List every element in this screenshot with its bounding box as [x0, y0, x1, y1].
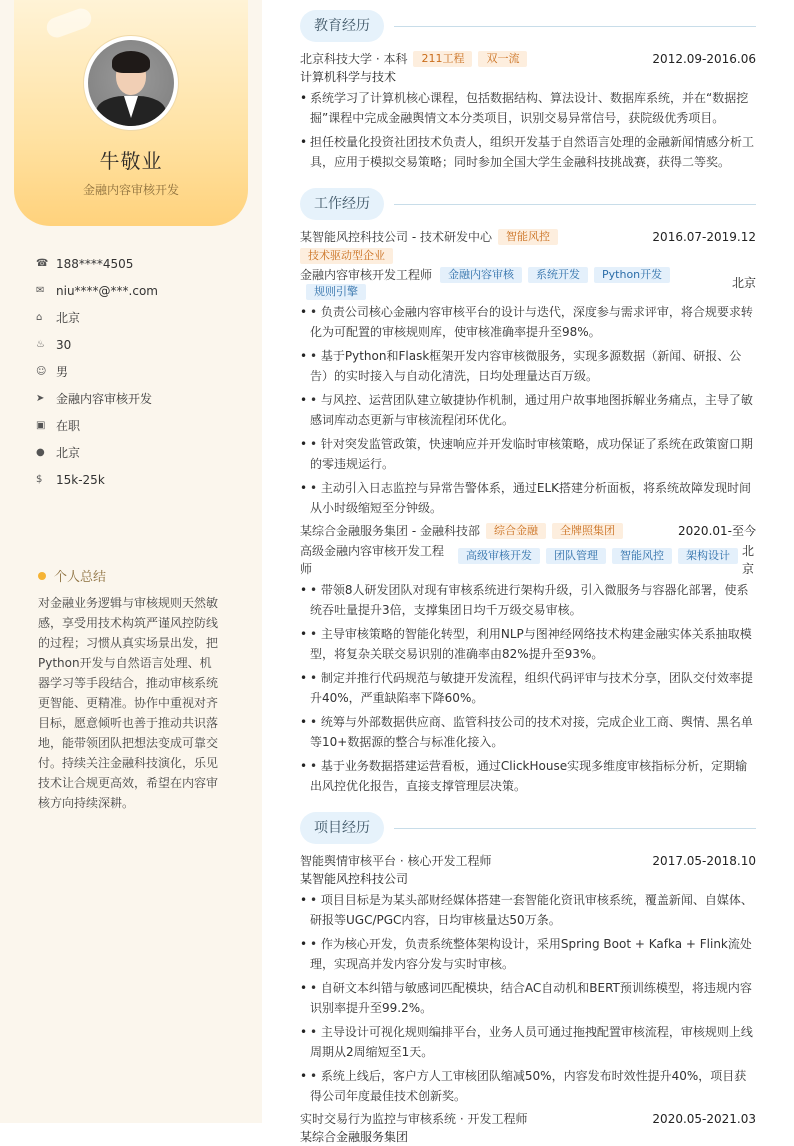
project-org: 某综合金融服务集团 [300, 1130, 409, 1144]
contact-info-item [36, 304, 246, 331]
tag: 双一流 [478, 51, 527, 67]
contact-info-item [36, 277, 246, 304]
tag: 全牌照集团 [552, 523, 623, 539]
contact-info-text: 金融内容审核开发 [56, 392, 153, 406]
contact-info-text: 在职 [56, 419, 81, 433]
gender-icon: ☺ [36, 366, 47, 377]
avatar-hair [112, 51, 150, 73]
section-header-education [300, 10, 756, 42]
position-title: 高级金融内容审核开发工程师 [300, 544, 445, 576]
skill-tag: 系统开发 [528, 267, 588, 283]
avatar-frame [84, 36, 178, 130]
contact-info-item [36, 250, 246, 277]
list-item: • • 负责公司核心金融内容审核平台的设计与迭代，深度参与需求评审，将合规要求转化为可配置的审核规则库，使审核准确率提升至98%。 [300, 302, 756, 342]
list-item: • • 与风控、运营团队建立敏捷协作机制，通过用户故事地图拆解业务痛点，主导了敏感词库动态更新与审核流程闭环优化。 [300, 390, 756, 430]
section-title: 项目经历 [300, 812, 384, 844]
section-header-work [300, 188, 756, 220]
skill-tag: 高级审核开发 [458, 548, 540, 564]
decorative-pill [44, 6, 94, 41]
contact-info-text: 30 [56, 337, 72, 352]
section-divider [394, 828, 756, 829]
list-item: • • 带领8人研发团队对现有审核系统进行架构升级，引入微服务与容器化部署，使系统吞吐量提升3倍，支撑集团日均千万级交易审核。 [300, 580, 756, 620]
contact-info-item [36, 439, 246, 466]
skill-tag: 规则引擎 [306, 284, 366, 300]
section-divider [394, 26, 756, 27]
list-item: • 担任校量化投资社团技术负责人，组织开发基于自然语言处理的金融新闻情感分析工具，应用于模拟交易策略；同时参加全国大学生金融科技挑战赛，获得二等奖。 [300, 132, 756, 172]
job-header [300, 522, 756, 540]
project-header [300, 1110, 756, 1128]
contact-info-item [36, 358, 246, 385]
contact-info-item [36, 466, 246, 493]
project-name: 智能舆情审核平台 · 核心开发工程师 [300, 854, 492, 868]
contact-info-item [36, 412, 246, 439]
profile-role: 金融内容审核开发 [82, 183, 179, 197]
briefcase-icon: ▣ [36, 420, 46, 431]
major: 计算机科学与技术 [300, 70, 397, 84]
bullet-dot-icon [38, 572, 46, 580]
list-item: • 系统学习了计算机核心课程，包括数据结构、算法设计、数据库系统，并在“数据挖掘”课程中完成金融舆情文本分类项目，识别交易异常信号，获院级优秀项目。 [300, 88, 756, 128]
date-range: 2020.05-2021.03 [652, 1112, 756, 1126]
school-name: 北京科技大学 · 本科 [300, 52, 408, 66]
list-item: • • 项目目标是为某头部财经媒体搭建一套智能化资讯审核系统，覆盖新闻、自媒体、研报等UGC/PGC内容，日均审核量达50万条。 [300, 890, 756, 930]
list-item: • • 主导审核策略的智能化转型，利用NLP与图神经网络技术构建金融实体关系抽取模型，将复杂关联交易识别的准确率由82%提升至93%。 [300, 624, 756, 664]
section-title: 教育经历 [300, 10, 384, 42]
project-name: 实时交易行为监控与审核系统 · 开发工程师 [300, 1112, 528, 1126]
contact-info-text: 15k-25k [56, 472, 105, 487]
education-row [300, 50, 756, 68]
cake-icon: ♨ [36, 339, 45, 350]
profile-name: 牛敬业 [99, 149, 163, 173]
list-item: • • 自研文本纠错与敏感词匹配模块，结合AC自动机和BERT预训练模型，将违规内容识别率提升至99.2%。 [300, 978, 756, 1018]
project-bullets [300, 890, 756, 1106]
tag: 211工程 [413, 51, 472, 67]
job-location: 北京 [731, 276, 756, 290]
date-range: 2017.05-2018.10 [652, 854, 756, 868]
contact-info-text: 北京 [56, 311, 81, 325]
project-org: 某智能风控科技公司 [300, 872, 409, 886]
job-header [300, 228, 756, 246]
location-pin-icon: ● [36, 447, 45, 458]
tag: 智能风控 [498, 229, 558, 245]
contact-info-list [36, 250, 246, 493]
contact-info-text: 男 [56, 365, 69, 379]
home-icon: ⌂ [36, 312, 43, 323]
skill-tag: Python开发 [594, 267, 670, 283]
job-position-row [300, 542, 756, 578]
skill-tag: 金融内容审核 [440, 267, 522, 283]
project-header [300, 852, 756, 870]
position-title: 金融内容审核开发工程师 [300, 268, 433, 282]
skill-tag: 架构设计 [678, 548, 738, 564]
list-item: • • 统筹与外部数据供应商、监管科技公司的技术对接，完成企业工商、舆情、黑名单等10+数据源的整合与标准化接入。 [300, 712, 756, 752]
list-item: • • 基于Python和Flask框架开发内容审核微服务，实现多源数据（新闻、研报、公告）的实时接入与自动化清洗，日均处理量达百万级。 [300, 346, 756, 386]
company-name: 某综合金融服务集团 - 金融科技部 [300, 524, 480, 538]
summary-text: 对金融业务逻辑与审核规则天然敏感，享受用技术构筑严谨风控防线的过程；习惯从真实场景出发，把Python开发与自然语言处理、机器学习等手段结合，推动审核系统更智能、更精准。协作中重视对齐目标，愿意倾听也善于推动共识落地，能带领团队把想法变成可靠交付。持续关注金融科技演化，乐见技术让合规更高效，希望在内容审核方向持续深耕。 [38, 596, 219, 810]
list-item: • • 制定并推行代码规范与敏捷开发流程，组织代码评审与技术分享，团队交付效率提升40%，严重缺陷率下降60%。 [300, 668, 756, 708]
contact-info-item [36, 385, 246, 412]
list-item: • • 作为核心开发，负责系统整体架构设计，采用Spring Boot + Kafka + Flink流处理，实现高并发内容分发与实时审核。 [300, 934, 756, 974]
skill-tag: 智能风控 [612, 548, 672, 564]
company-name: 某智能风控科技公司 - 技术研发中心 [300, 230, 492, 244]
date-range: 2012.09-2016.06 [652, 52, 756, 66]
job-bullets [300, 302, 756, 518]
main-content [300, 10, 756, 1146]
phone-icon: ☎ [36, 258, 49, 269]
education-bullets [300, 88, 756, 172]
skill-tag: 团队管理 [546, 548, 606, 564]
summary-title: 个人总结 [54, 570, 107, 585]
section-divider [394, 204, 756, 205]
sidebar [0, 0, 262, 1123]
list-item: • • 主导设计可视化规则编排平台，业务人员可通过拖拽配置审核流程，审核规则上线周期从2周缩短至1天。 [300, 1022, 756, 1062]
date-range: 2020.01-至今 [678, 524, 756, 538]
section-header-projects [300, 812, 756, 844]
tag: 技术驱动型企业 [300, 248, 393, 264]
section-title: 工作经历 [300, 188, 384, 220]
date-range: 2016.07-2019.12 [652, 230, 756, 244]
mail-icon: ✉ [36, 285, 45, 296]
list-item: • • 基于业务数据搭建运营看板，通过ClickHouse实现多维度审核指标分析，定期输出风控优化报告，直接支撑管理层决策。 [300, 756, 756, 796]
salary-icon: $ [36, 474, 43, 485]
avatar [88, 40, 174, 126]
tag: 综合金融 [486, 523, 546, 539]
contact-info-text: 北京 [56, 446, 81, 460]
list-item: • • 主动引入日志监控与异常告警体系，通过ELK搭建分析面板，将系统故障发现时间从小时级缩短至分钟级。 [300, 478, 756, 518]
contact-info-item [36, 331, 246, 358]
contact-info-text: niu****@***.com [56, 283, 158, 298]
list-item: • • 针对突发监管政策，快速响应并开发临时审核策略，成功保证了系统在政策窗口期的零违规运行。 [300, 434, 756, 474]
job-position-row [300, 266, 756, 300]
summary-heading [38, 566, 106, 585]
job-bullets [300, 580, 756, 796]
send-icon: ➤ [36, 393, 45, 404]
job-location: 北京 [742, 544, 755, 576]
list-item: • • 系统上线后，客户方人工审核团队缩减50%，内容发布时效性提升40%，项目获得公司年度最佳技术创新奖。 [300, 1066, 756, 1106]
contact-info-text: 188****4505 [56, 256, 134, 271]
